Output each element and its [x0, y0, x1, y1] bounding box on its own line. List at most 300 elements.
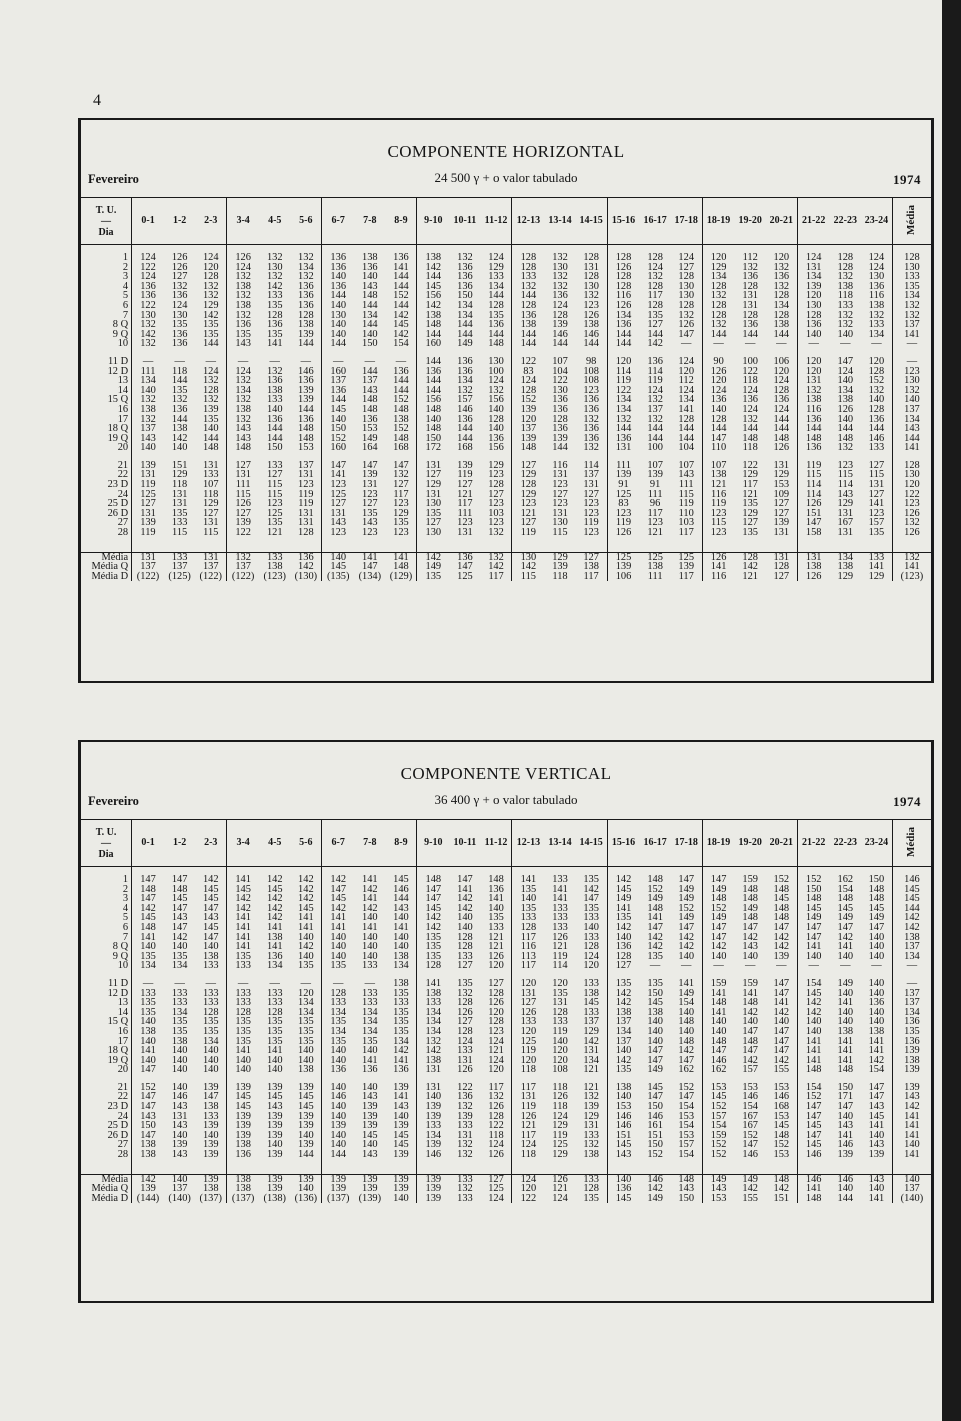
value-cell: 150	[837, 1081, 854, 1093]
row-label: 2	[122, 883, 129, 895]
value-cell: 135	[647, 309, 663, 321]
value-cell: 140	[132, 443, 164, 453]
value-cell: 134	[607, 311, 639, 321]
hour-header: 20-21	[766, 820, 797, 867]
value-cell: 120	[552, 1054, 568, 1066]
value-cell: 126	[552, 1091, 568, 1103]
value-cell: 134	[298, 1006, 314, 1018]
value-cell: 153	[773, 479, 790, 491]
header-dash: —	[101, 215, 112, 227]
hour-header: 12-13	[512, 198, 544, 245]
value-cell: 134	[362, 1006, 378, 1018]
row-label: 17	[117, 1035, 129, 1047]
value-cell: 147	[702, 1046, 734, 1056]
value-cell: 128	[583, 252, 599, 263]
value-cell: 149	[647, 1192, 663, 1204]
value-cell: 117	[678, 527, 694, 539]
value-cell: 148	[742, 997, 758, 1009]
value-cell: 139	[417, 1102, 449, 1112]
value-cell: 114	[647, 365, 663, 377]
value-cell: 133	[266, 997, 283, 1009]
value-cell: 138	[171, 1035, 188, 1047]
value-cell: 142	[457, 902, 473, 914]
value-cell: 139	[298, 1120, 314, 1132]
value-cell: 107	[647, 459, 663, 471]
value-cell: 134	[227, 386, 259, 396]
value-cell: 147	[678, 1054, 695, 1066]
value-cell: 150	[266, 442, 283, 454]
value-cell: 133	[552, 1016, 568, 1028]
value-cell: 115	[837, 469, 853, 481]
value-cell: 124	[678, 355, 695, 367]
value-cell: 127	[322, 499, 354, 509]
value-cell: 148	[702, 1037, 734, 1047]
value-cell: 144	[202, 432, 219, 444]
value-cell: 137	[583, 469, 599, 481]
value-cell: 123	[583, 384, 599, 396]
value-cell: 123	[488, 517, 504, 529]
value-cell: 140	[393, 1110, 409, 1122]
value-cell: 131	[583, 479, 599, 491]
value-cell: 124	[512, 376, 544, 386]
value-cell: 125	[678, 551, 695, 563]
value-cell: 140	[457, 921, 473, 933]
value-cell: 132	[457, 252, 473, 263]
value-cell: 148	[132, 923, 164, 933]
value-cell: 126	[227, 499, 259, 509]
value-cell: 147	[202, 902, 219, 914]
value-cell: 130	[488, 355, 504, 367]
value-cell: 139	[393, 1081, 409, 1093]
value-cell: 154	[678, 1120, 695, 1132]
value-cell: 127	[678, 261, 695, 273]
value-cell: 128	[773, 290, 790, 302]
value-cell: 127	[868, 488, 885, 500]
hour-header: 10-11	[449, 198, 480, 245]
value-cell: 121	[552, 941, 568, 953]
value-cell: 134	[322, 1027, 354, 1037]
value-cell: 121	[488, 1045, 504, 1057]
value-cell: 142	[742, 931, 758, 943]
header-row	[81, 198, 931, 245]
value-cell: 116	[702, 572, 734, 582]
value-cell: 140	[417, 1092, 449, 1102]
value-cell: 139	[512, 434, 544, 444]
value-cell: 142	[171, 432, 188, 444]
value-cell: 136	[298, 375, 314, 387]
value-cell: 128	[457, 1025, 473, 1037]
value-cell: 144	[298, 338, 314, 350]
value-cell: 134	[393, 1035, 409, 1047]
value-cell: 140	[362, 912, 378, 924]
value-cell: 147	[702, 923, 734, 933]
value-cell: 132	[868, 384, 885, 396]
value-cell: 128	[552, 1006, 568, 1018]
value-cell: 133	[583, 1006, 599, 1018]
value-cell: 139	[202, 1139, 219, 1151]
value-cell: 142	[488, 561, 504, 573]
value-cell: 121	[457, 488, 473, 500]
value-cell: 152	[678, 902, 695, 914]
value-cell: 156	[488, 394, 504, 406]
value-cell: 152	[702, 1102, 734, 1112]
value-cell: 150	[132, 1121, 164, 1131]
value-cell: 148	[773, 883, 790, 895]
value-cell: 132	[457, 384, 473, 396]
row-label: 25 D	[107, 498, 129, 510]
value-cell: 136	[393, 252, 409, 263]
value-cell: 121	[583, 1081, 599, 1093]
row-label: Média	[101, 551, 129, 563]
value-cell: 100	[742, 355, 758, 367]
value-cell: 135	[298, 960, 314, 972]
value-cell: 133	[132, 989, 164, 999]
hour-header: 5-6	[290, 198, 321, 245]
spacer-row	[81, 538, 931, 553]
value-cell: 145	[773, 1120, 790, 1132]
value-cell: 127	[488, 1173, 504, 1185]
value-cell: (130)	[294, 570, 318, 582]
value-cell: 138	[393, 413, 409, 425]
value-cell: 142	[647, 1183, 663, 1195]
table-title: COMPONENTE HORIZONTAL	[387, 142, 625, 161]
value-cell: 146	[417, 1150, 449, 1160]
value-cell: 132	[298, 271, 314, 283]
value-cell: 142	[797, 998, 829, 1008]
value-cell: 134	[171, 960, 188, 972]
value-cell: 143	[868, 1173, 885, 1185]
value-cell: 141	[132, 933, 164, 943]
value-cell: 132	[266, 252, 283, 263]
value-cell: 140	[322, 320, 354, 330]
value-cell: 141	[797, 1046, 829, 1056]
value-cell: 142	[607, 875, 639, 885]
value-cell: 145	[322, 894, 354, 904]
value-cell: (137)	[322, 1194, 354, 1204]
value-cell: 125	[132, 490, 164, 500]
value-cell: 139	[227, 518, 259, 528]
vertical-component-panel	[78, 740, 934, 1303]
value-cell: 108	[552, 1064, 568, 1076]
value-cell: 153	[678, 1129, 695, 1141]
value-cell: 118	[552, 570, 568, 582]
value-cell: 120	[552, 1045, 568, 1057]
value-cell: 136	[583, 403, 599, 415]
value-cell: 131	[583, 1120, 599, 1132]
mean-cell: 136	[892, 1017, 931, 1027]
value-cell: (136)	[294, 1192, 318, 1204]
value-cell: 147	[171, 921, 188, 933]
hour-header: 0-1	[132, 198, 164, 245]
mean-cell: 142	[892, 1102, 931, 1112]
value-cell: 153	[362, 423, 378, 435]
value-cell: 148	[393, 403, 409, 415]
value-cell: —	[269, 355, 280, 367]
value-cell: 121	[702, 480, 734, 490]
header-dash: —	[101, 837, 112, 849]
row-label: 19 Q	[107, 1054, 129, 1066]
value-cell: 128	[488, 413, 504, 425]
value-cell: —	[227, 357, 259, 367]
value-cell: 124	[488, 1192, 504, 1204]
mean-cell: 137	[892, 989, 931, 999]
mean-cell: 143	[892, 424, 931, 434]
value-cell: 143	[227, 424, 259, 434]
value-cell: 123	[393, 498, 409, 510]
value-cell: 118	[552, 1081, 568, 1093]
value-cell: 135	[202, 413, 219, 425]
value-cell: 133	[868, 442, 885, 454]
value-cell: 147	[362, 561, 378, 573]
value-cell: 140	[797, 1017, 829, 1027]
value-cell: 139	[171, 1139, 188, 1151]
mean-cell: 139	[892, 1083, 931, 1093]
value-cell: 131	[171, 488, 188, 500]
value-cell: 142	[266, 280, 283, 292]
value-cell: 124	[552, 1192, 568, 1204]
value-cell: 123	[393, 527, 409, 539]
row-label: 1	[122, 252, 129, 263]
row-label: 28	[117, 1149, 129, 1161]
value-cell: 140	[647, 1035, 663, 1047]
value-cell: 140	[742, 1016, 758, 1028]
value-cell: 129	[417, 480, 449, 490]
value-cell: 147	[132, 894, 164, 904]
value-cell: 133	[266, 551, 283, 563]
value-cell: 137	[132, 424, 164, 434]
value-cell: 142	[742, 1054, 758, 1066]
value-cell: 146	[868, 432, 885, 444]
row-label: 9 Q	[112, 950, 129, 962]
value-cell: 126	[227, 253, 259, 263]
value-cell: 142	[647, 338, 663, 350]
value-cell: 136	[322, 282, 354, 292]
value-cell: 138	[607, 1008, 639, 1018]
value-cell: 136	[868, 997, 885, 1009]
value-cell: 129	[202, 299, 219, 311]
value-cell: 145	[868, 1110, 885, 1122]
value-cell: 129	[583, 1110, 599, 1122]
value-cell: 126	[607, 263, 639, 273]
value-cell: 133	[417, 1121, 449, 1131]
value-cell: 134	[457, 299, 473, 311]
value-cell: 132	[647, 413, 663, 425]
value-cell: 140	[837, 328, 854, 340]
table-subtitle: 36 400 γ + o valor tabulado	[434, 792, 578, 807]
table-row	[81, 339, 931, 349]
value-cell: 149	[362, 432, 378, 444]
hour-header: 7-8	[354, 820, 385, 867]
mean-cell: 134	[892, 952, 931, 962]
value-cell: —	[776, 338, 787, 350]
value-cell: 144	[362, 365, 378, 377]
value-cell: 144	[837, 423, 854, 435]
value-cell: 133	[171, 551, 188, 563]
year-label: 1974	[893, 172, 921, 187]
value-cell: 133	[583, 931, 599, 943]
value-cell: 140	[202, 1129, 219, 1141]
value-cell: 137	[362, 375, 378, 387]
hour-header: 2-3	[195, 820, 226, 867]
value-cell: 131	[868, 479, 885, 491]
value-cell: 145	[417, 282, 449, 292]
value-cell: 130	[171, 309, 188, 321]
value-cell: 115	[868, 469, 885, 481]
value-cell: 127	[227, 461, 259, 471]
value-cell: 132	[227, 311, 259, 321]
value-cell: 142	[773, 1006, 790, 1018]
value-cell: 139	[298, 1173, 314, 1185]
mean-cell: 145	[892, 885, 931, 895]
value-cell: 127	[773, 570, 790, 582]
value-cell: 130	[266, 261, 283, 273]
value-cell: 137	[132, 562, 164, 572]
value-cell: 148	[742, 893, 758, 905]
value-cell: 121	[488, 941, 504, 953]
value-cell: 145	[393, 1139, 409, 1151]
value-cell: 148	[171, 883, 188, 895]
value-cell: 168	[773, 1101, 790, 1113]
value-cell: 143	[678, 1183, 695, 1195]
value-cell: 128	[583, 941, 599, 953]
mean-cell: 138	[892, 1056, 931, 1066]
value-cell: 123	[488, 1025, 504, 1037]
value-cell: 147	[583, 893, 599, 905]
value-cell: 140	[393, 1192, 409, 1204]
value-cell: 110	[678, 507, 694, 519]
value-cell: 141	[742, 987, 758, 999]
value-cell: 132	[837, 271, 854, 283]
value-cell: 147	[132, 1102, 164, 1112]
value-cell: 134	[417, 1017, 449, 1027]
value-cell: 124	[227, 367, 259, 377]
value-cell: 91	[607, 480, 639, 490]
value-cell: 135	[266, 1035, 283, 1047]
value-cell: 144	[773, 413, 790, 425]
value-cell: 120	[773, 365, 790, 377]
value-cell: 132	[488, 527, 504, 539]
value-cell: 127	[362, 498, 378, 510]
value-cell: 141	[227, 933, 259, 943]
value-cell: 132	[647, 271, 663, 283]
value-cell: 133	[266, 987, 283, 999]
value-cell: 132	[583, 290, 599, 302]
value-cell: 128	[702, 311, 734, 321]
value-cell: 149	[702, 1174, 734, 1184]
value-cell: 138	[227, 1140, 259, 1150]
value-cell: 152	[773, 874, 790, 885]
row-label: 4	[122, 902, 129, 914]
value-cell: 134	[797, 272, 829, 282]
value-cell: 122	[227, 528, 259, 538]
value-cell: 119	[552, 950, 568, 962]
value-cell: 138	[227, 1184, 259, 1194]
value-cell: 125	[607, 552, 639, 562]
value-cell: 128	[512, 480, 544, 490]
value-cell: 136	[132, 291, 164, 301]
mean-cell: 132	[892, 518, 931, 528]
value-cell: 131	[202, 517, 219, 529]
value-cell: 142	[266, 902, 283, 914]
value-cell: 145	[227, 1102, 259, 1112]
value-cell: 140	[202, 423, 219, 435]
value-cell: 148	[702, 894, 734, 904]
value-cell: 139	[393, 1183, 409, 1195]
value-cell: 142	[607, 998, 639, 1008]
value-cell: 140	[868, 977, 885, 989]
value-cell: 139	[227, 1083, 259, 1093]
value-cell: 119	[512, 528, 544, 538]
value-cell: 152	[742, 1129, 758, 1141]
value-cell: 139	[266, 1183, 283, 1195]
value-cell: 136	[266, 319, 283, 331]
value-cell: 132	[227, 376, 259, 386]
value-cell: 159	[742, 874, 758, 885]
value-cell: 132	[202, 375, 219, 387]
value-cell: 140	[298, 1045, 314, 1057]
value-cell: 132	[132, 395, 164, 405]
value-cell: 145	[266, 883, 283, 895]
value-cell: 127	[132, 499, 164, 509]
value-cell: (123)	[263, 570, 286, 582]
value-cell: 138	[132, 1027, 164, 1037]
value-cell: 148	[362, 394, 378, 406]
value-cell: 140	[773, 1016, 790, 1028]
value-cell: 147	[132, 1131, 164, 1141]
value-cell: (140)	[168, 1192, 191, 1204]
value-cell: 144	[773, 328, 790, 340]
value-cell: 140	[678, 1025, 695, 1037]
value-cell: 152	[702, 904, 734, 914]
value-cell: 135	[742, 527, 758, 539]
value-cell: 149	[678, 893, 695, 905]
value-cell: 143	[171, 1149, 188, 1161]
value-cell: 107	[552, 355, 568, 367]
value-cell: 128	[202, 271, 219, 283]
value-cell: 135	[227, 330, 259, 340]
value-cell: 136	[702, 395, 734, 405]
value-cell: —	[174, 355, 185, 367]
mean-cell: 134	[892, 415, 931, 425]
value-cell: 124	[702, 386, 734, 396]
value-cell: 122	[607, 386, 639, 396]
value-cell: 120	[702, 253, 734, 263]
value-cell: 152	[393, 394, 409, 406]
value-cell: 140	[362, 941, 378, 953]
value-cell: 121	[512, 1121, 544, 1131]
value-cell: 145	[583, 997, 599, 1009]
value-cell: 138	[607, 1083, 639, 1093]
value-cell: 133	[512, 272, 544, 282]
value-cell: 140	[132, 1037, 164, 1047]
value-cell: 132	[171, 394, 188, 406]
row-label: Média Q	[91, 1183, 129, 1195]
value-cell: 120	[797, 291, 829, 301]
value-cell: 117	[742, 479, 758, 491]
value-cell: 136	[227, 320, 259, 330]
value-cell: 124	[837, 365, 854, 377]
value-cell: 145	[607, 1140, 639, 1150]
value-cell: 133	[362, 987, 378, 999]
value-cell: 136	[868, 280, 885, 292]
row-label: 15 Q	[107, 1016, 129, 1028]
value-cell: 145	[266, 1091, 283, 1103]
value-cell: 143	[393, 902, 409, 914]
row-label: 3	[122, 893, 129, 905]
value-cell: 140	[362, 931, 378, 943]
mean-cell: 137	[892, 1184, 931, 1194]
value-cell: 128	[797, 311, 829, 321]
